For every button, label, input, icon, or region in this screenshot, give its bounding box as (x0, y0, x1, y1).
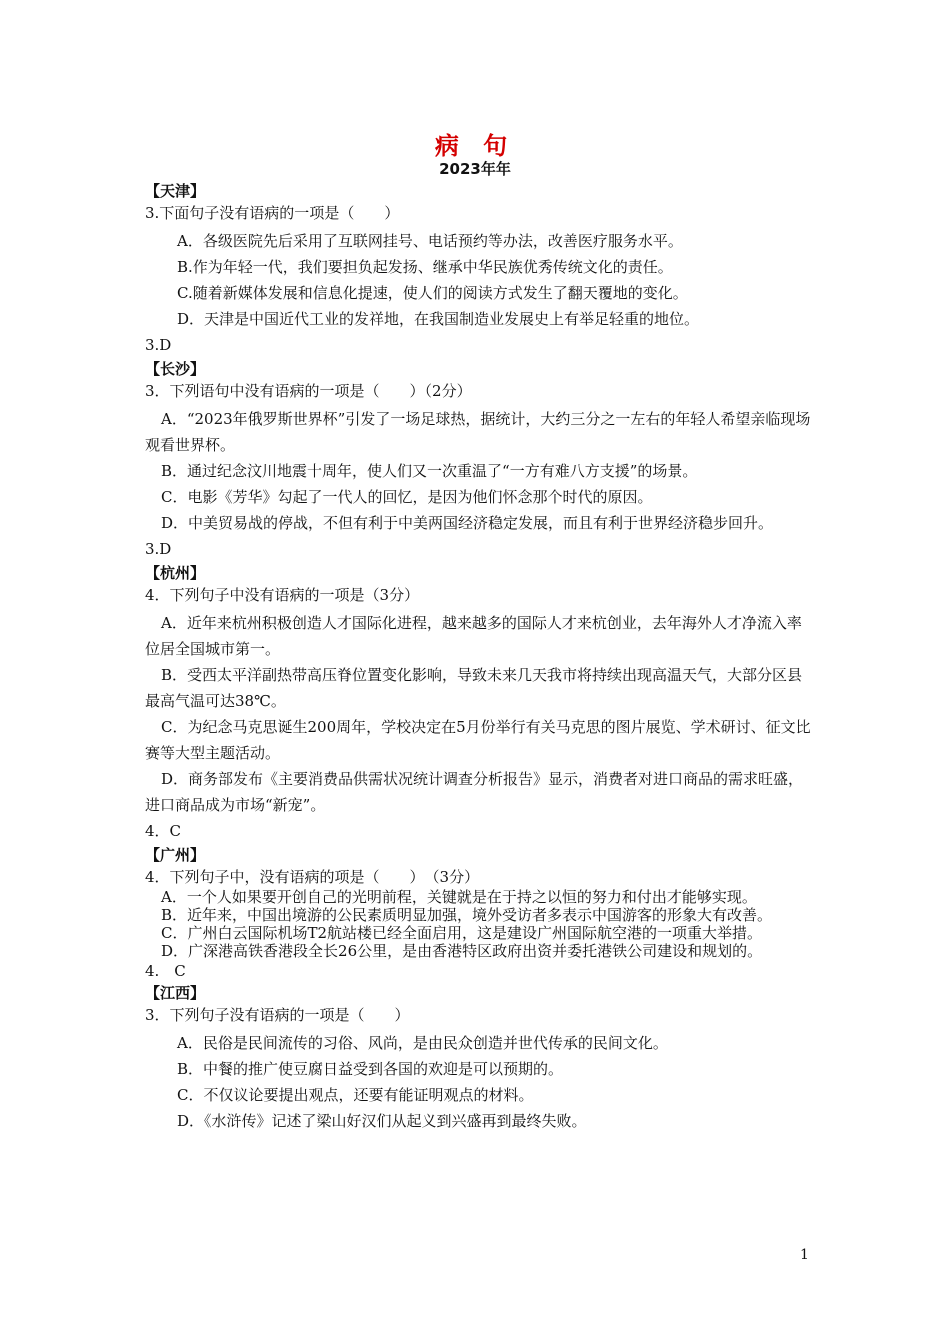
option-a: A．“2023年俄罗斯世界杯”引发了一场足球热，据统计，大约三分之一左右的年轻人希望亲临现场观看世界杯。 (145, 410, 811, 454)
document-body (145, 180, 815, 1134)
question-text: 3．下列句子没有语病的一项是（ ） (145, 1006, 410, 1024)
option-d: D．商务部发布《主要消费品供需状况统计调查分析报告》显示，消费者对进口商品的需求旺盛，进口商品成为市场“新宠”。 (145, 770, 804, 814)
option-d: D．天津是中国近代工业的发祥地，在我国制造业发展史上有举足轻重的地位。 (177, 310, 700, 328)
region-heading: 【广州】 (145, 846, 206, 864)
option-d: D．《水浒传》记述了梁山好汉们从起义到兴盛再到最终失败。 (177, 1112, 587, 1130)
option-b: B．受西太平洋副热带高压脊位置变化影响，导致未来几天我市将持续出现高温天气，大部分区县最高气温可达38℃。 (145, 666, 803, 710)
question-text: 4．下列句子中没有语病的一项是（3分） (145, 586, 420, 604)
page-title: 病 句 (434, 132, 516, 160)
option-a: A．一个人如果要开创自己的光明前程，关键就是在于持之以恒的努力和付出才能够实现。 (161, 888, 757, 906)
answer: 3.D (145, 540, 172, 558)
section-tianjin (145, 180, 815, 358)
answer: 4. C (145, 962, 186, 980)
option-b: B.作为年轻一代，我们要担负起发扬、继承中华民族优秀传统文化的责任。 (177, 258, 673, 276)
answer: 3.D (145, 336, 172, 354)
option-c: C．广州白云国际机场T2航站楼已经全面启用，这是建设广州国际航空港的一项重大举措。 (161, 924, 763, 942)
question-text: 3.下面句子没有语病的一项是（ ） (145, 204, 400, 222)
section-changsha (145, 358, 815, 562)
option-c: C.随着新媒体发展和信息化提速，使人们的阅读方式发生了翻天覆地的变化。 (177, 284, 688, 302)
section-jiangxi (145, 982, 815, 1134)
option-b: B．近年来，中国出境游的公民素质明显加强，境外受访者多表示中国游客的形象大有改善。 (161, 906, 773, 924)
option-c: C．为纪念马克思诞生200周年，学校决定在5月份举行有关马克思的图片展览、学术研讨、征文比赛等大型主题活动。 (145, 718, 811, 762)
region-heading: 【长沙】 (145, 360, 206, 378)
option-a: A．近年来杭州积极创造人才国际化进程，越来越多的国际人才来杭创业，去年海外人才净流入率位居全国城市第一。 (145, 614, 802, 658)
option-c: C．不仅议论要提出观点，还要有能证明观点的材料。 (177, 1086, 534, 1104)
answer: 4．C (145, 822, 182, 840)
region-heading: 【天津】 (145, 182, 206, 200)
option-a: A．各级医院先后采用了互联网挂号、电话预约等办法，改善医疗服务水平。 (177, 232, 683, 250)
option-a: A．民俗是民间流传的习俗、风尚，是由民众创造并世代传承的民间文化。 (177, 1034, 668, 1052)
region-heading: 【江西】 (145, 984, 206, 1002)
question-text: 4．下列句子中，没有语病的项是（ ） （3分） (145, 868, 480, 886)
option-c: C．电影《芳华》勾起了一代人的回忆，是因为他们怀念那个时代的原因。 (161, 488, 653, 506)
question-text: 3．下列语句中没有语病的一项是（ ）（2分） (145, 382, 472, 400)
option-b: B．中餐的推广使豆腐日益受到各国的欢迎是可以预期的。 (177, 1060, 564, 1078)
region-heading: 【杭州】 (145, 564, 206, 582)
option-d: D．广深港高铁香港段全长26公里，是由香港特区政府出资并委托港铁公司建设和规划的。 (161, 942, 763, 960)
page-number: 1 (800, 1247, 809, 1263)
section-hangzhou (145, 562, 815, 844)
option-d: D．中美贸易战的停战，不但有利于中美两国经济稳定发展，而且有利于世界经济稳步回升。 (161, 514, 774, 532)
option-b: B．通过纪念汶川地震十周年，使人们又一次重温了“一方有难八方支援”的场景。 (161, 462, 698, 480)
page-subtitle: 2023年年 (439, 160, 511, 178)
section-guangzhou (145, 844, 815, 982)
